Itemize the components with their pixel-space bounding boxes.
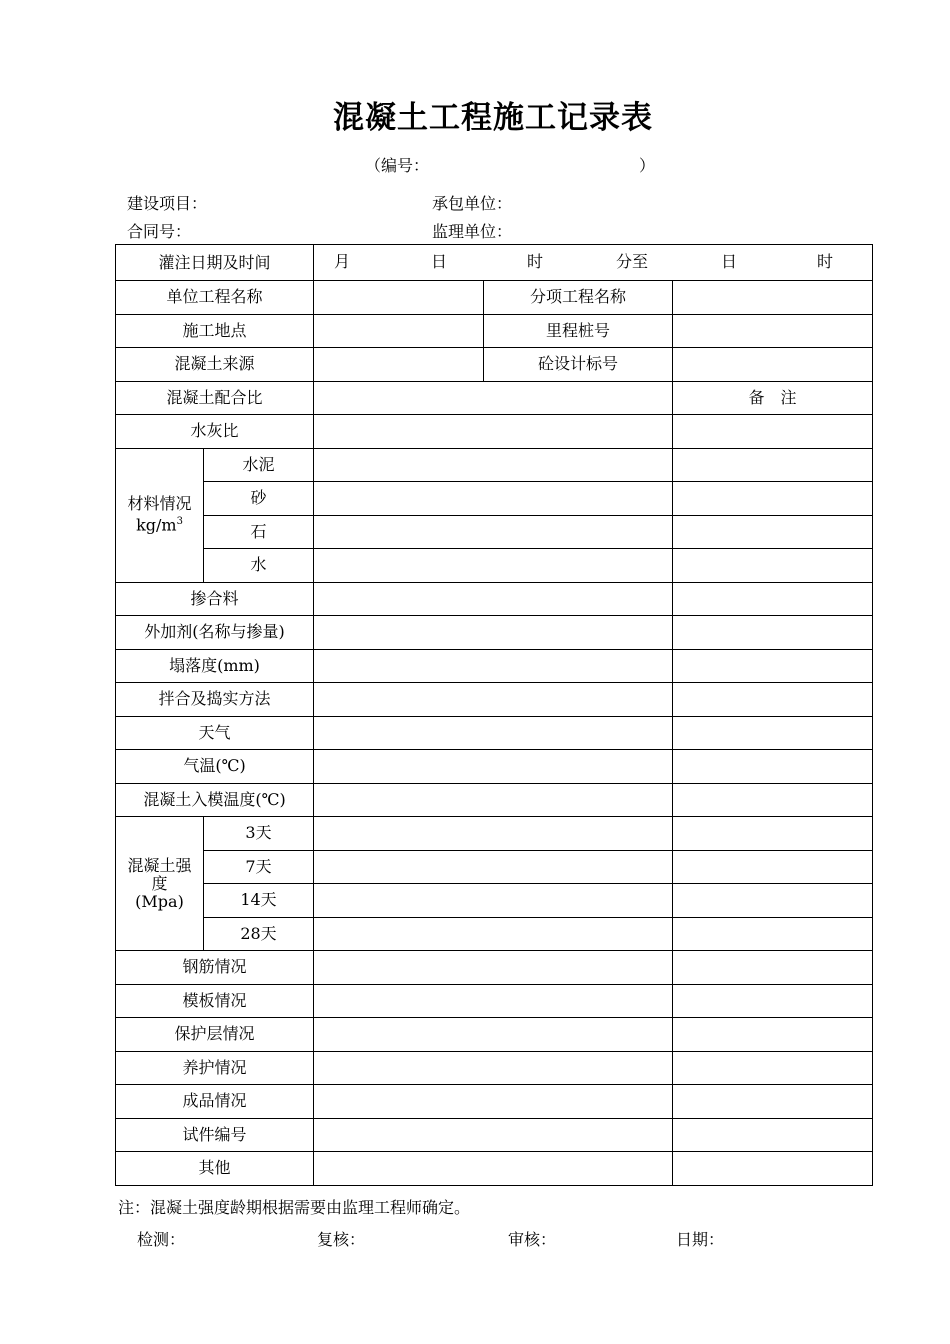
table-row <box>116 750 873 784</box>
mold-temp-field[interactable] <box>314 783 673 817</box>
remarks-header: 备 注 <box>673 381 873 415</box>
table-row <box>116 1152 873 1186</box>
material-unit-exponent: 3 <box>176 516 183 528</box>
product-remarks[interactable] <box>673 1085 873 1119</box>
serial-close: ） <box>638 156 655 175</box>
strength-7d-remarks[interactable] <box>673 850 873 884</box>
material-label: 材料情况 <box>127 494 192 514</box>
source-field[interactable] <box>314 348 484 382</box>
mold-temp-label: 混凝土入模温度(℃) <box>116 783 314 817</box>
table-row <box>116 482 873 516</box>
table-row <box>116 884 873 918</box>
day-unit: 日 <box>431 252 448 271</box>
design-grade-label: 砼设计标号 <box>484 348 673 382</box>
table-row <box>116 1051 873 1085</box>
strength-3d-label: 3天 <box>204 817 314 851</box>
product-field[interactable] <box>314 1085 673 1119</box>
temp-field[interactable] <box>314 750 673 784</box>
slump-label: 塌落度(mm) <box>116 649 314 683</box>
sand-field[interactable] <box>314 482 673 516</box>
table-row <box>116 281 873 315</box>
test-sign-label: 检测： <box>137 1230 186 1249</box>
mix-ratio-field[interactable] <box>314 381 673 415</box>
table-row <box>116 582 873 616</box>
strength-7d-label: 7天 <box>204 850 314 884</box>
cover-remarks[interactable] <box>673 1018 873 1052</box>
strength-label-line-2: 度 <box>151 873 168 893</box>
specimen-field[interactable] <box>314 1118 673 1152</box>
hour-unit-2: 时 <box>817 252 834 271</box>
strength-label-line-3: (Mpa) <box>135 891 184 911</box>
serial-open: （编号： <box>365 156 430 175</box>
slump-field[interactable] <box>314 649 673 683</box>
specimen-remarks[interactable] <box>673 1118 873 1152</box>
product-label: 成品情况 <box>116 1085 314 1119</box>
rebar-label: 钢筋情况 <box>116 951 314 985</box>
additive-remarks[interactable] <box>673 616 873 650</box>
admixture-field[interactable] <box>314 582 673 616</box>
table-row <box>116 448 873 482</box>
table-row <box>116 314 873 348</box>
cover-field[interactable] <box>314 1018 673 1052</box>
cement-label: 水泥 <box>204 448 314 482</box>
table-row <box>116 1118 873 1152</box>
table-row <box>116 716 873 750</box>
formwork-label: 模板情况 <box>116 984 314 1018</box>
footnote: 注：混凝土强度龄期根据需要由监理工程师确定。 <box>118 1198 471 1217</box>
contractor-label: 承包单位： <box>432 194 513 213</box>
strength-28d-remarks[interactable] <box>673 917 873 951</box>
material-unit <box>116 513 203 534</box>
table-row <box>116 549 873 583</box>
curing-label: 养护情况 <box>116 1051 314 1085</box>
chainage-label: 里程桩号 <box>484 314 673 348</box>
cover-label: 保护层情况 <box>116 1018 314 1052</box>
weather-remarks[interactable] <box>673 716 873 750</box>
curing-remarks[interactable] <box>673 1051 873 1085</box>
table-row <box>116 683 873 717</box>
sand-label: 砂 <box>204 482 314 516</box>
date-sign-label: 日期： <box>676 1230 725 1249</box>
strength-14d-field[interactable] <box>314 884 673 918</box>
specimen-label: 试件编号 <box>116 1118 314 1152</box>
rebar-field[interactable] <box>314 951 673 985</box>
table-row <box>116 951 873 985</box>
strength-3d-field[interactable] <box>314 817 673 851</box>
mix-ratio-label: 混凝土配合比 <box>116 381 314 415</box>
audit-sign-label: 审核： <box>508 1230 557 1249</box>
admixture-label: 掺合料 <box>116 582 314 616</box>
site-field[interactable] <box>314 314 484 348</box>
project-label: 建设项目： <box>127 194 208 213</box>
month-unit: 月 <box>334 252 351 271</box>
table-row <box>116 817 873 851</box>
sub-project-field[interactable] <box>673 281 873 315</box>
weather-label: 天气 <box>116 716 314 750</box>
cement-remarks[interactable] <box>673 448 873 482</box>
chainage-field[interactable] <box>673 314 873 348</box>
strength-28d-label: 28天 <box>204 917 314 951</box>
material-group-label <box>116 448 204 582</box>
formwork-field[interactable] <box>314 984 673 1018</box>
table-row <box>116 616 873 650</box>
material-unit-base: kg/m <box>136 515 177 535</box>
additive-field[interactable] <box>314 616 673 650</box>
curing-field[interactable] <box>314 1051 673 1085</box>
review-sign-label: 复核： <box>317 1230 366 1249</box>
strength-14d-label: 14天 <box>204 884 314 918</box>
site-label: 施工地点 <box>116 314 314 348</box>
water-remarks[interactable] <box>673 549 873 583</box>
pour-time-field[interactable] <box>314 245 873 281</box>
hour-unit: 时 <box>527 252 544 271</box>
design-grade-field[interactable] <box>673 348 873 382</box>
serial-number <box>365 153 655 177</box>
admixture-remarks[interactable] <box>673 582 873 616</box>
table-row <box>116 917 873 951</box>
unit-project-label: 单位工程名称 <box>116 281 314 315</box>
table-row <box>116 850 873 884</box>
wc-ratio-label: 水灰比 <box>116 415 314 449</box>
temp-remarks[interactable] <box>673 750 873 784</box>
table-row <box>116 1085 873 1119</box>
slump-remarks[interactable] <box>673 649 873 683</box>
other-field[interactable] <box>314 1152 673 1186</box>
table-row <box>116 1018 873 1052</box>
stone-field[interactable] <box>314 515 673 549</box>
mixing-label: 拌合及捣实方法 <box>116 683 314 717</box>
stone-remarks[interactable] <box>673 515 873 549</box>
pour-time-label: 灌注日期及时间 <box>116 245 314 281</box>
temp-label: 气温(℃) <box>116 750 314 784</box>
day-unit-2: 日 <box>721 252 738 271</box>
formwork-remarks[interactable] <box>673 984 873 1018</box>
table-row <box>116 515 873 549</box>
table-row <box>116 245 873 281</box>
mixing-field[interactable] <box>314 683 673 717</box>
sand-remarks[interactable] <box>673 482 873 516</box>
wc-ratio-field[interactable] <box>314 415 673 449</box>
table-row <box>116 649 873 683</box>
table-row <box>116 381 873 415</box>
additive-label: 外加剂(名称与掺量) <box>116 616 314 650</box>
page-title: 混凝土工程施工记录表 <box>333 100 653 136</box>
record-table <box>115 244 873 1186</box>
water-field[interactable] <box>314 549 673 583</box>
unit-project-field[interactable] <box>314 281 484 315</box>
sub-project-label: 分项工程名称 <box>484 281 673 315</box>
table-row <box>116 415 873 449</box>
stone-label: 石 <box>204 515 314 549</box>
water-label: 水 <box>204 549 314 583</box>
strength-group-label <box>116 817 204 951</box>
weather-field[interactable] <box>314 716 673 750</box>
table-row <box>116 984 873 1018</box>
supervisor-label: 监理单位： <box>432 222 513 241</box>
strength-28d-field[interactable] <box>314 917 673 951</box>
mold-temp-remarks[interactable] <box>673 783 873 817</box>
mixing-remarks[interactable] <box>673 683 873 717</box>
strength-14d-remarks[interactable] <box>673 884 873 918</box>
strength-3d-remarks[interactable] <box>673 817 873 851</box>
cement-field[interactable] <box>314 448 673 482</box>
other-label: 其他 <box>116 1152 314 1186</box>
table-row <box>116 348 873 382</box>
remarks-field[interactable] <box>673 415 873 449</box>
other-remarks[interactable] <box>673 1152 873 1186</box>
strength-7d-field[interactable] <box>314 850 673 884</box>
table-row <box>116 783 873 817</box>
source-label: 混凝土来源 <box>116 348 314 382</box>
strength-label-line-1: 混凝土强 <box>127 855 192 875</box>
minute-to-unit: 分至 <box>616 252 649 271</box>
rebar-remarks[interactable] <box>673 951 873 985</box>
contract-no-label: 合同号： <box>127 222 192 241</box>
